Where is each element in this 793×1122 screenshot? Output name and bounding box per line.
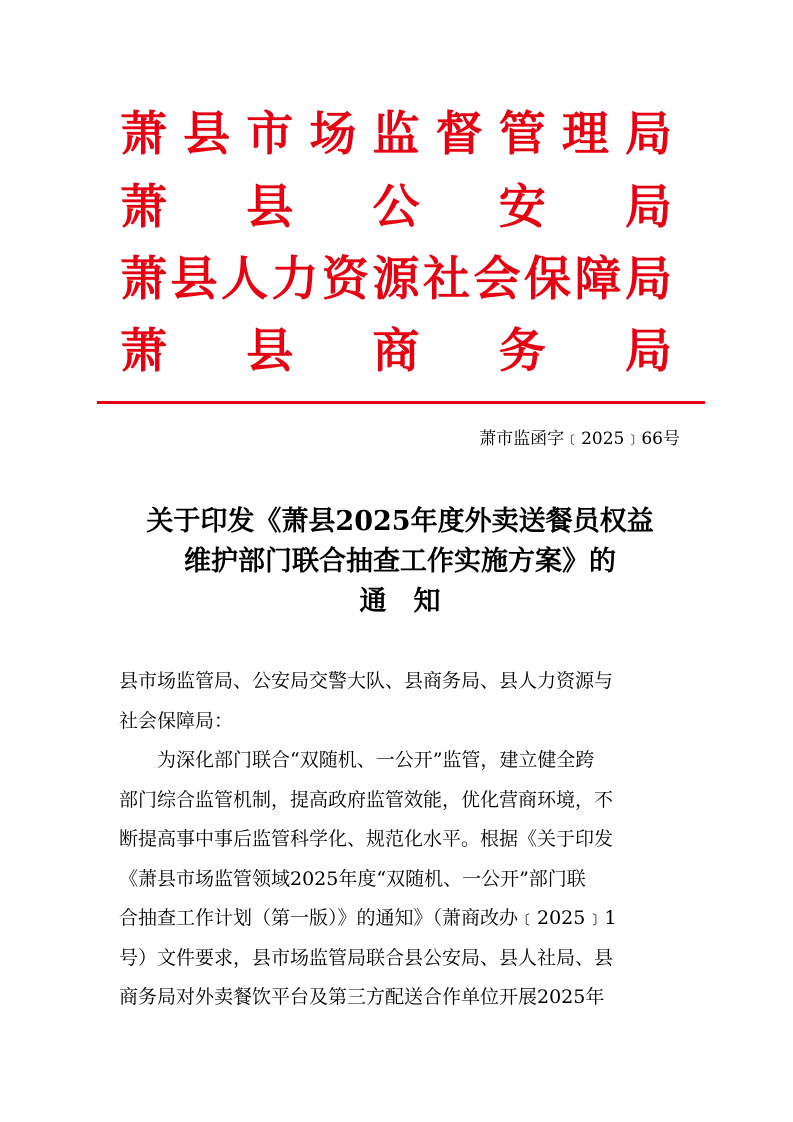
issuer-char: 保 [524,252,571,307]
issuer-char: 会 [473,252,521,307]
issuer-line-market-supervision [120,107,672,163]
issuer-char: 商 [372,324,420,379]
body-line: 合抽查工作计划（第一版）》的通知》（萧商改办﹝2025﹞1 [119,907,617,929]
title-line-2: 维护部门联合抽查工作实施方案》的 [184,546,616,577]
issuer-char: 资 [322,252,369,307]
recipients-line: 社会保障局： [119,709,234,732]
issuer-char: 安 [498,180,546,235]
issuer-char: 理 [561,107,609,162]
issuer-char: 萧 [120,252,167,307]
issuer-char: 公 [372,180,420,235]
issuer-char: 局 [625,107,672,162]
issuer-line-human-resources [120,252,672,308]
issuer-char: 萧 [120,180,167,235]
body-line: 断提高事中事后监管科学化、规范化水平。根据《关于印发 [119,828,614,850]
issuer-char: 县 [183,107,231,162]
issuer-char: 力 [271,252,319,307]
issuer-char: 人 [221,252,268,307]
issuer-char: 县 [246,324,294,379]
title-line-3: 通 知 [359,586,441,617]
document-title [100,502,700,622]
red-divider-line [97,401,705,404]
issuer-char: 场 [309,107,357,162]
document-number: 萧市监函字﹝2025﹞66号 [479,429,680,449]
issuer-char: 监 [372,107,420,162]
issuer-char: 局 [625,180,672,235]
issuer-char: 管 [498,107,546,162]
issuer-char: 县 [170,252,218,307]
body-line: 为深化部门联合“双随机、一公开”监管，建立健全跨 [157,749,595,771]
issuer-char: 局 [625,324,672,379]
document-body [119,662,679,1018]
body-line: 号）文件要求，县市场监管局联合县公安局、县人社局、县 [119,946,614,969]
issuer-char: 障 [574,252,622,307]
issuer-char: 督 [435,107,483,162]
issuer-line-public-security [120,180,672,236]
issuer-char: 市 [246,107,294,162]
issuer-char: 社 [423,252,470,307]
issuer-char: 县 [246,180,294,235]
issuer-char: 萧 [120,107,167,162]
recipients-line: 县市场监管局、公安局交警大队、县商务局、县人力资源与 [119,670,614,692]
issuer-char: 萧 [120,324,167,379]
body-line: 《萧县市场监管领域2025年度“双随机、一公开”部门联 [119,867,586,890]
issuer-char: 源 [372,252,420,307]
issuer-char: 务 [498,324,546,379]
title-line-1: 关于印发《萧县2025年度外卖送餐员权益 [146,506,654,537]
issuer-char: 局 [625,252,672,307]
issuer-line-commerce [120,324,672,380]
body-line: 部门综合监管机制，提高政府监管效能，优化营商环境，不 [119,788,614,811]
body-line: 商务局对外卖餐饮平台及第三方配送合作单位开展2025年 [119,986,605,1008]
